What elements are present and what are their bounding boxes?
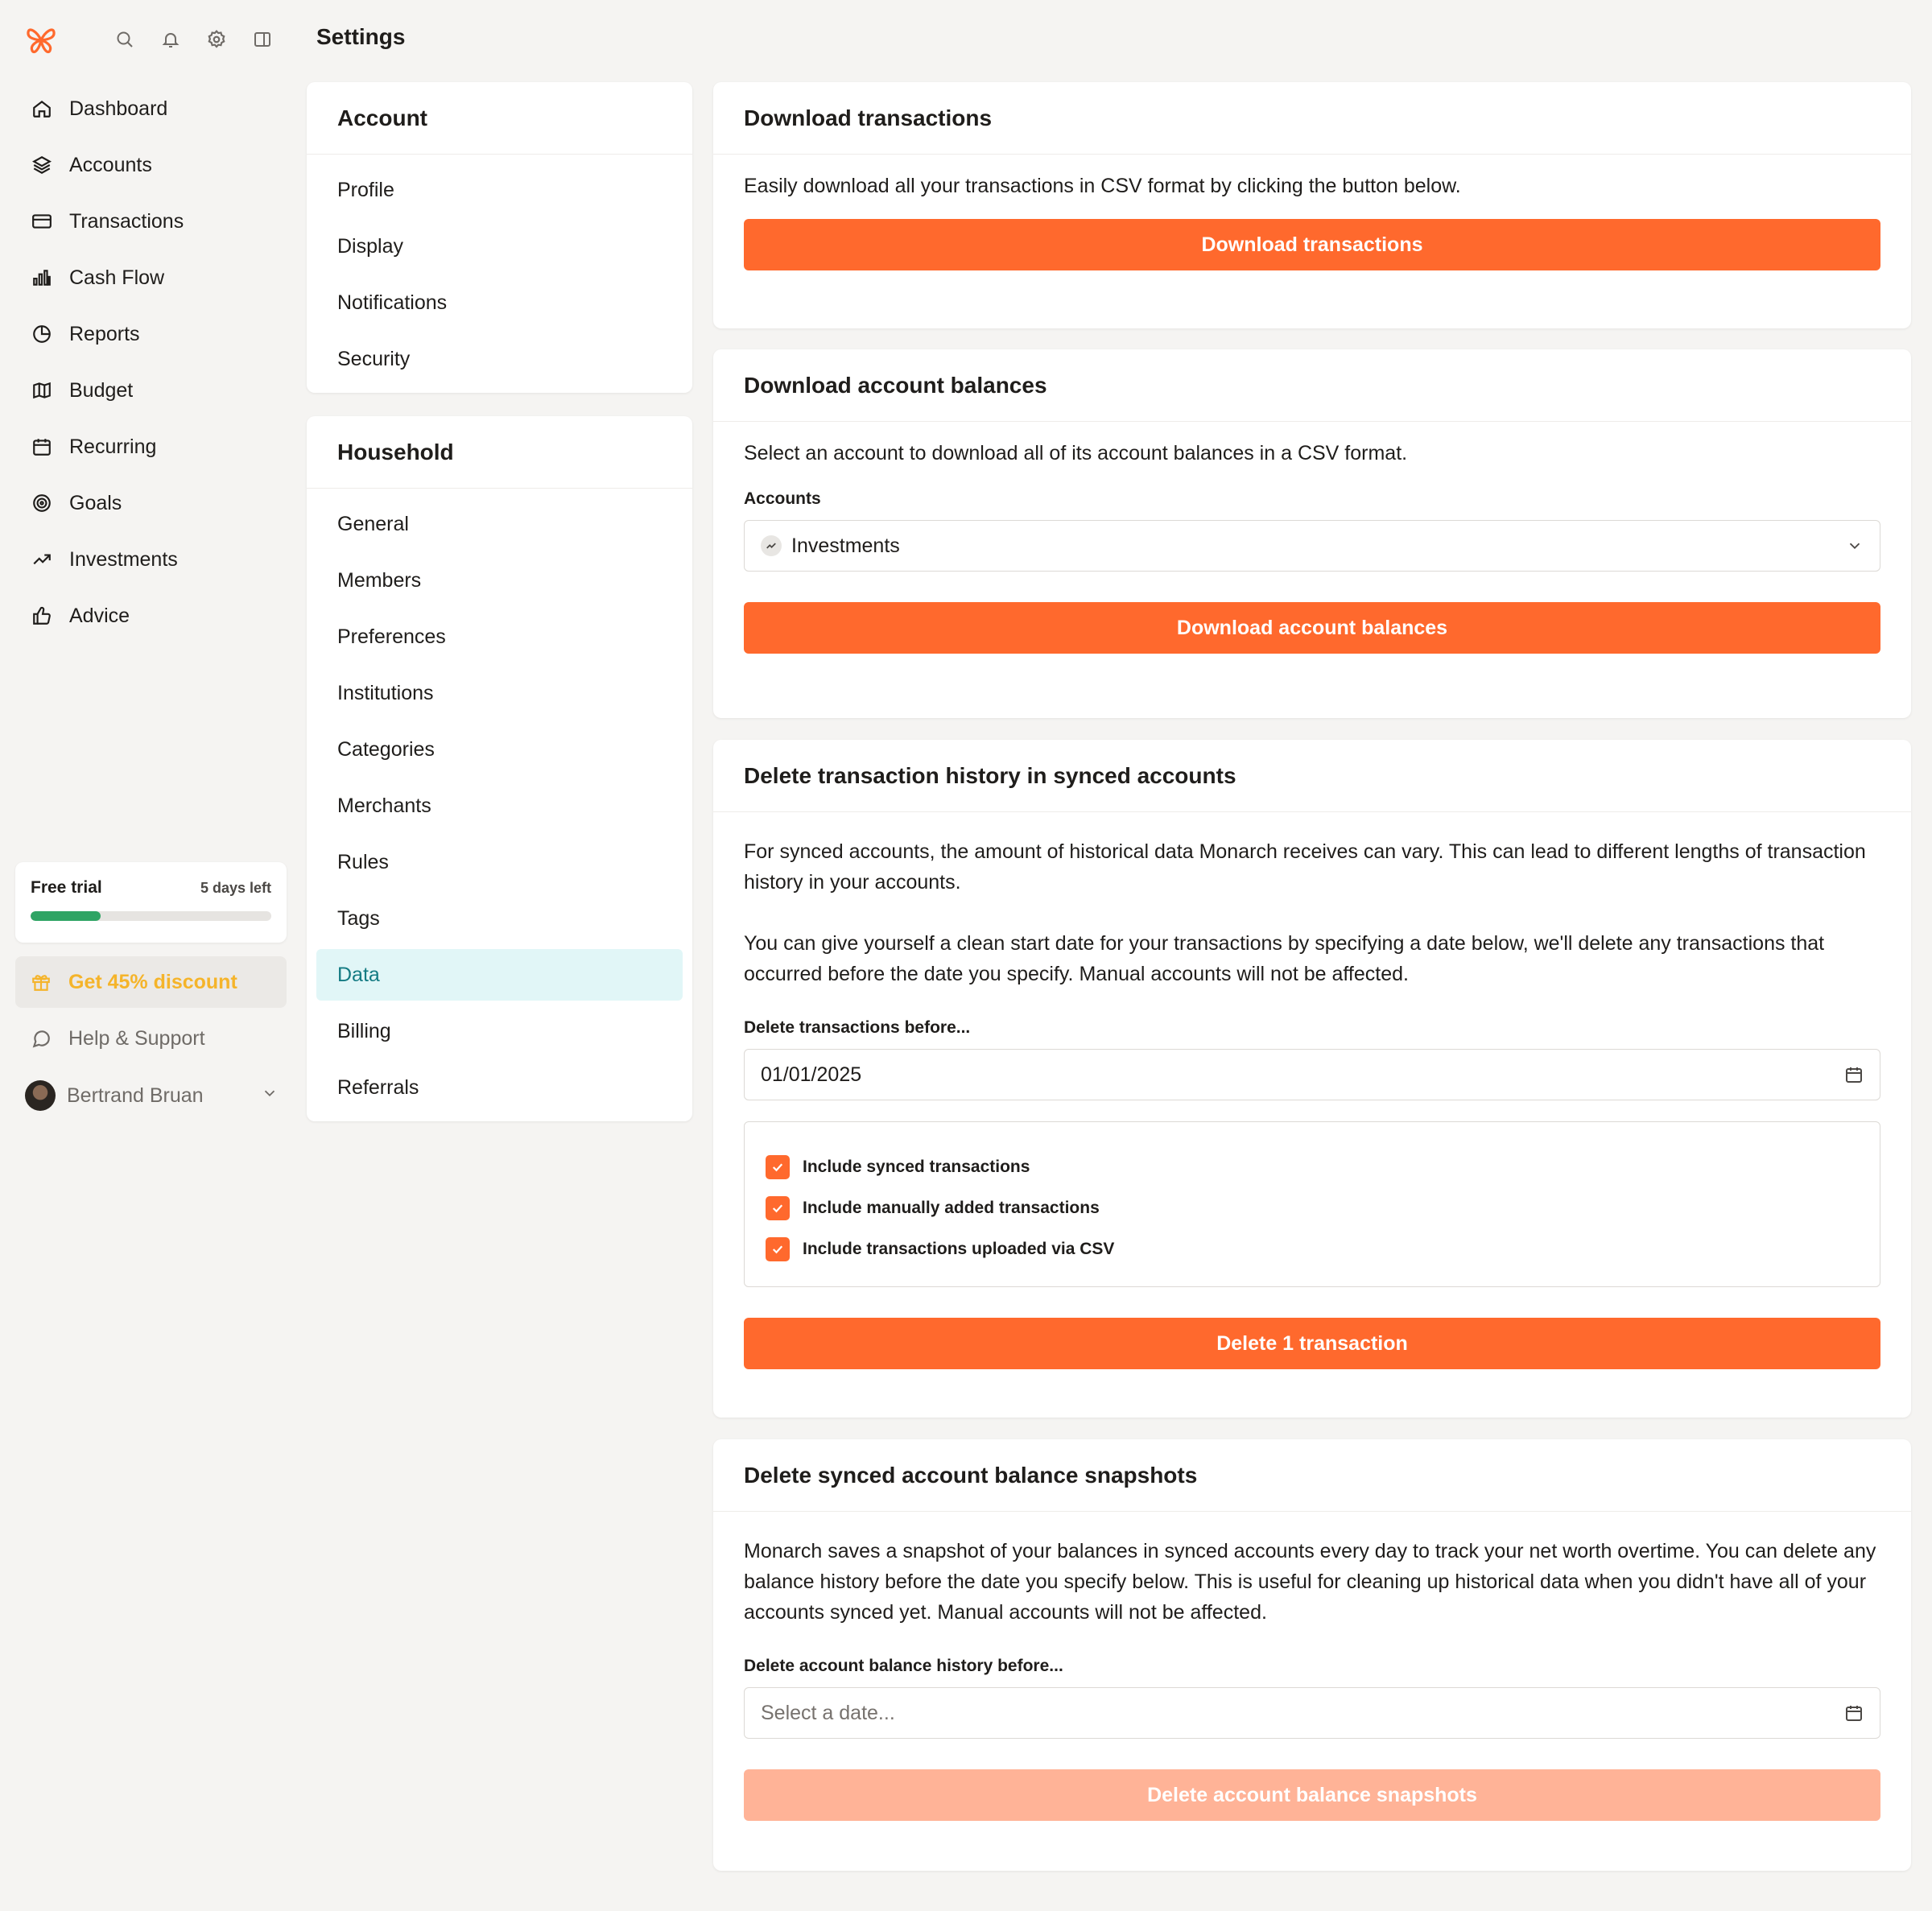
account-section-title: Account	[307, 82, 692, 155]
sidebar-toggle-icon[interactable]	[250, 27, 275, 52]
help-label: Help & Support	[68, 1026, 205, 1050]
calendar-icon[interactable]	[1844, 1703, 1864, 1723]
check-icon	[766, 1237, 790, 1261]
settings-item-profile[interactable]: Profile	[337, 178, 394, 201]
settings-item-merchants[interactable]: Merchants	[337, 794, 431, 817]
sidebar-item-transactions[interactable]	[16, 193, 287, 250]
card-description-2: You can give yourself a clean start date for your transactions by specifying a date below, we'll delete any transactions that occurred before the date you specify. Manual accounts will not be affected.	[744, 932, 1825, 985]
card-description: Monarch saves a snapshot of your balances in synced accounts every day to track your net worth overtime. You can delete any balance history before the date you specify below. This is useful for cleaning up historical data when you didn't have all of your accounts synced yet. Manual accounts will not be affected.	[744, 1540, 1876, 1624]
pie-chart-icon	[31, 323, 53, 345]
download-balances-button[interactable]: Download account balances	[744, 602, 1880, 654]
sidebar-item-label: Transactions	[69, 209, 184, 233]
card-description: Easily download all your transactions in CSV format by clicking the button below.	[744, 175, 1461, 197]
sidebar-item-budget[interactable]	[16, 362, 287, 419]
app-logo[interactable]	[24, 23, 58, 58]
settings-item-preferences[interactable]: Preferences	[337, 625, 446, 648]
card-title: Delete transaction history in synced accounts	[713, 740, 1911, 812]
settings-item-tags[interactable]: Tags	[337, 906, 380, 930]
help-support-link[interactable]	[30, 1014, 205, 1063]
settings-item-notifications[interactable]: Notifications	[337, 291, 448, 314]
delete-transaction-history-card	[713, 740, 1911, 1418]
home-icon	[31, 97, 53, 120]
settings-item-security[interactable]: Security	[337, 347, 411, 370]
accounts-field-label: Accounts	[744, 489, 821, 508]
include-manual-checkbox[interactable]	[766, 1187, 1859, 1228]
settings-item-data[interactable]: Data	[316, 949, 683, 1001]
settings-item-general[interactable]: General	[337, 512, 409, 535]
trending-up-icon	[761, 535, 782, 556]
date-placeholder: Select a date...	[761, 1701, 895, 1724]
date-value: 01/01/2025	[761, 1063, 862, 1086]
sidebar-item-label: Advice	[69, 604, 130, 627]
delete-snapshots-button[interactable]: Delete account balance snapshots	[744, 1769, 1880, 1821]
sidebar-item-label: Budget	[69, 378, 134, 402]
trending-up-icon	[31, 548, 53, 571]
settings-item-categories[interactable]: Categories	[337, 737, 435, 761]
calendar-icon	[31, 435, 53, 458]
settings-account-card	[307, 82, 692, 393]
trial-progress-bar	[31, 911, 271, 921]
balance-history-date-input[interactable]	[744, 1687, 1880, 1739]
thumbs-up-icon	[31, 605, 53, 627]
settings-household-card	[307, 416, 692, 1121]
sidebar-item-label: Investments	[69, 547, 178, 571]
sidebar-item-goals[interactable]	[16, 475, 287, 531]
sidebar-item-cash-flow[interactable]	[16, 250, 287, 306]
checkbox-label: Include synced transactions	[803, 1157, 1030, 1176]
delete-transactions-button[interactable]: Delete 1 transaction	[744, 1318, 1880, 1369]
card-description: Select an account to download all of its account balances in a CSV format.	[744, 442, 1408, 464]
chevron-down-icon	[1846, 537, 1864, 555]
check-icon	[766, 1155, 790, 1179]
sidebar-item-advice[interactable]	[16, 588, 287, 644]
layers-icon	[31, 154, 53, 176]
sidebar-item-reports[interactable]	[16, 306, 287, 362]
settings-item-members[interactable]: Members	[337, 568, 422, 592]
calendar-icon[interactable]	[1844, 1065, 1864, 1084]
card-title: Download transactions	[713, 82, 1911, 155]
sidebar-item-dashboard[interactable]	[16, 80, 287, 137]
chat-bubble-icon	[30, 1027, 52, 1050]
sidebar-item-label: Dashboard	[69, 97, 168, 120]
delete-before-date-input[interactable]	[744, 1049, 1880, 1100]
settings-item-billing[interactable]: Billing	[337, 1019, 391, 1042]
check-icon	[766, 1196, 790, 1220]
sidebar-item-recurring[interactable]	[16, 419, 287, 475]
sidebar-item-label: Reports	[69, 322, 140, 345]
download-transactions-card	[713, 82, 1911, 328]
free-trial-card[interactable]	[15, 862, 287, 943]
settings-item-referrals[interactable]: Referrals	[337, 1075, 419, 1099]
include-options-group	[744, 1121, 1880, 1287]
search-icon[interactable]	[113, 27, 137, 52]
user-menu[interactable]	[25, 1079, 279, 1112]
sidebar-item-label: Goals	[69, 491, 122, 514]
page-title: Settings	[316, 24, 406, 49]
checkbox-label: Include manually added transactions	[803, 1198, 1100, 1217]
sidebar-item-label: Cash Flow	[69, 266, 165, 289]
credit-card-icon	[31, 210, 53, 233]
include-synced-checkbox[interactable]	[766, 1146, 1859, 1187]
card-description-1: For synced accounts, the amount of historical data Monarch receives can vary. This can lead to different lengths of transaction history in your accounts.	[744, 840, 1866, 894]
download-transactions-button[interactable]: Download transactions	[744, 219, 1880, 270]
gift-icon	[30, 971, 52, 993]
discount-label: Get 45% discount	[68, 970, 237, 993]
sidebar-item-label: Accounts	[69, 153, 152, 176]
sidebar-nav	[16, 80, 287, 644]
map-icon	[31, 379, 53, 402]
butterfly-logo-icon	[24, 23, 58, 57]
household-section-title: Household	[307, 416, 692, 489]
avatar	[25, 1080, 56, 1111]
include-csv-checkbox[interactable]	[766, 1228, 1859, 1269]
card-title: Delete synced account balance snapshots	[713, 1439, 1911, 1512]
gear-icon[interactable]	[204, 27, 229, 52]
card-title: Download account balances	[713, 349, 1911, 422]
sidebar-item-accounts[interactable]	[16, 137, 287, 193]
accounts-select-value: Investments	[791, 534, 900, 557]
download-balances-card	[713, 349, 1911, 718]
checkbox-label: Include transactions uploaded via CSV	[803, 1239, 1115, 1258]
bar-chart-icon	[31, 266, 53, 289]
accounts-select[interactable]	[744, 520, 1880, 572]
user-name: Bertrand Bruan	[67, 1083, 204, 1107]
settings-item-institutions[interactable]: Institutions	[337, 681, 434, 704]
settings-item-rules[interactable]: Rules	[337, 850, 389, 873]
trial-progress-fill	[31, 911, 101, 921]
sidebar-item-label: Recurring	[69, 435, 157, 458]
target-icon	[31, 492, 53, 514]
discount-button[interactable]	[15, 956, 287, 1008]
bell-icon[interactable]	[159, 27, 183, 52]
settings-item-display[interactable]: Display	[337, 234, 403, 258]
trial-days-left: 5 days left	[200, 879, 271, 896]
trial-title: Free trial	[31, 878, 102, 897]
delete-before-label: Delete transactions before...	[744, 1018, 971, 1037]
sidebar-item-investments[interactable]	[16, 531, 287, 588]
delete-snapshots-card	[713, 1439, 1911, 1871]
chevron-down-icon	[261, 1084, 279, 1108]
balance-history-label: Delete account balance history before...	[744, 1657, 1063, 1675]
